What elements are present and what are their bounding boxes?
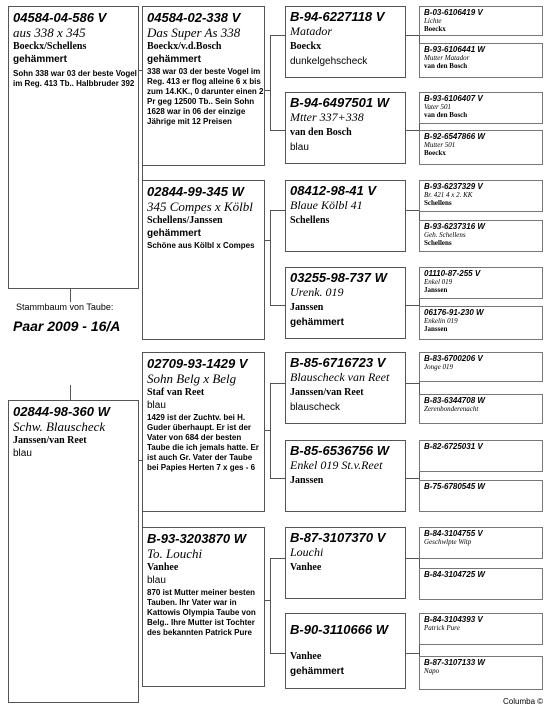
g4-ring: 06176-91-230 W [424, 308, 484, 317]
connector [405, 653, 419, 654]
g4-ring: B-92-6547866 W [424, 132, 485, 141]
connector [405, 35, 419, 36]
dam-name: Schw. Blauscheck [13, 419, 106, 434]
g4-box-9[interactable] [419, 352, 543, 382]
g4-owner: Janssen [424, 325, 448, 333]
dd-box[interactable] [142, 527, 265, 687]
g3-name: Urenk. 019 [290, 285, 344, 299]
dd-ring: B-93-3203870 W [147, 531, 246, 546]
connector [270, 305, 286, 306]
g4-ring: B-93-6106407 V [424, 94, 483, 103]
g3-box-4[interactable] [285, 267, 406, 339]
connector [270, 210, 286, 211]
sd-owner: Schellens/Janssen [147, 215, 223, 226]
g4-box-8[interactable] [419, 306, 543, 340]
g3-ring: B-90-3110666 W [290, 622, 389, 637]
connector [270, 558, 286, 559]
copyright-text: Columba © [503, 697, 544, 706]
g3-ring: B-94-6497501 W [290, 95, 389, 110]
dd-name: To. Louchi [147, 546, 203, 561]
connector [405, 305, 419, 306]
g3-owner: Vanhee [290, 651, 322, 662]
g3-name: Mtter 337+338 [290, 110, 364, 124]
g4-owner: Boeckx [424, 149, 446, 157]
g3-ring: B-85-6536756 W [290, 443, 389, 458]
g4-ring: B-83-6700206 V [424, 354, 483, 363]
g4-box-1[interactable] [419, 6, 543, 36]
connector [270, 383, 271, 478]
g3-box-7[interactable] [285, 527, 406, 599]
g4-owner: Schellens [424, 239, 452, 247]
sd-name: 345 Compes x Kölbl [147, 199, 253, 214]
g3-ring: B-87-3107370 V [290, 530, 386, 545]
g4-name: Enkel 019 [424, 278, 453, 286]
g3-owner: Janssen [290, 475, 324, 486]
ds-owner: Staf van Reet [147, 387, 205, 398]
g3-owner: Vanhee [290, 562, 322, 573]
connector [405, 210, 419, 211]
dd-note: 870 ist Mutter meiner besten Tauben. Ihr Vater war in Kattowis Olympia Taube von Belg.. Ihre Mutter ist Tochter des bekannten Patrick Pure [147, 588, 256, 637]
g4-name: Zerenbonderenacht [424, 405, 479, 413]
g4-box-4[interactable] [419, 130, 543, 165]
g4-ring: B-84-3104393 V [424, 615, 483, 624]
g3-owner: Janssen/van Reet [290, 387, 364, 398]
g4-ring: B-82-6725031 V [424, 442, 483, 451]
connector [270, 35, 271, 130]
g3-ring: 08412-98-41 V [290, 183, 377, 198]
sire-name: aus 338 x 345 [13, 25, 86, 40]
connector [270, 558, 271, 653]
g4-ring: B-84-3104725 W [424, 570, 485, 579]
ds-ring: 02709-93-1429 V [147, 356, 248, 371]
g4-owner: Boeckx [424, 25, 446, 33]
g3-owner: Boeckx [290, 41, 322, 52]
ss-note: 338 war 03 der beste Vogel im Reg. 413 er flog alleine 6 x bis zum 14.KK., 0 darunter einen 2 Pr geg 12500 Tb.. Sein Sohn 1628 war in 06 der einzige Jährige mit 12 Preisen [147, 67, 264, 126]
g3-owner: Schellens [290, 215, 330, 226]
ss-color: gehämmert [147, 54, 201, 65]
g4-box-3[interactable] [419, 92, 543, 124]
g4-name: Mutter Matador [424, 54, 470, 62]
g3-owner: van den Bosch [290, 127, 352, 138]
g3-color: gehämmert [290, 666, 344, 677]
g4-name: Enkelin 019 [424, 317, 458, 325]
g4-owner: Schellens [424, 199, 452, 207]
g4-box-5[interactable] [419, 180, 543, 212]
ds-color: blau [147, 400, 166, 411]
g4-box-7[interactable] [419, 267, 543, 299]
ss-owner: Boeckx/v.d.Bosch [147, 41, 222, 52]
g4-ring: B-75-6780545 W [424, 482, 485, 491]
g4-owner: van den Bosch [424, 62, 468, 70]
g4-name: Jonge 019 [424, 363, 453, 371]
connector [405, 478, 419, 479]
g3-ring: B-94-6227118 V [290, 9, 385, 24]
g4-name: Mutter 501 [424, 141, 456, 149]
dam-box[interactable] [8, 400, 139, 703]
g3-color: dunkelgehscheck [290, 56, 368, 67]
g4-box-12[interactable] [419, 480, 543, 512]
g3-box-3[interactable] [285, 180, 406, 252]
connector [270, 653, 286, 654]
ds-name: Sohn Belg x Belg [147, 371, 237, 386]
g3-box-5[interactable] [285, 352, 406, 424]
g3-box-2[interactable] [285, 92, 406, 164]
sd-ring: 02844-99-345 W [147, 184, 244, 199]
g4-box-16[interactable] [419, 656, 543, 690]
dam-ring: 02844-98-360 W [13, 404, 110, 419]
connector [70, 385, 71, 400]
g3-name: Blaue Kölbl 41 [290, 198, 363, 212]
ss-name: Das Super As 338 [147, 25, 241, 40]
g4-name: Br. 421 4 x 2. KK [424, 191, 473, 199]
g4-box-15[interactable] [419, 613, 543, 645]
g3-box-8[interactable] [285, 613, 406, 689]
g4-name: Lichte [424, 17, 442, 25]
g3-color: gehämmert [290, 317, 344, 328]
g4-box-2[interactable] [419, 43, 543, 78]
g4-ring: B-03-6106419 V [424, 8, 483, 17]
g4-box-10[interactable] [419, 394, 543, 424]
g4-ring: B-83-6344708 W [424, 396, 485, 405]
g3-color: blau [290, 142, 309, 153]
g3-name: Louchi [290, 545, 324, 559]
g4-box-6[interactable] [419, 220, 543, 252]
connector [405, 558, 419, 559]
sire-ring: 04584-04-586 V [13, 10, 107, 25]
g4-ring: B-87-3107133 W [424, 658, 485, 667]
g4-name: Patrick Pure [424, 624, 460, 632]
connector [405, 130, 419, 131]
stammbaum-label: Stammbaum von Taube: [16, 302, 114, 312]
g4-ring: 01110-87-255 V [424, 269, 481, 278]
ds-note: 1429 ist der Zuchtv. bei H. Guder überhaupt. Er ist der Vater von 684 der besten Taube die ich jemals hatte. Er ist auch Gr. Vater der Taube bei Papies Herten 7 x ges - 6 [147, 413, 259, 472]
dd-owner: Vanhee [147, 562, 179, 573]
ss-ring: 04584-02-338 V [147, 10, 241, 25]
g3-owner: Janssen [290, 302, 324, 313]
g4-box-11[interactable] [419, 440, 543, 472]
sd-color: gehämmert [147, 228, 201, 239]
g4-box-13[interactable] [419, 527, 543, 559]
g4-name: Napo [424, 667, 440, 675]
g4-name: Geschwlpte Witp [424, 538, 472, 546]
g3-box-1[interactable] [285, 6, 406, 78]
connector [270, 478, 286, 479]
g3-name: Blauscheck van Reet [290, 370, 390, 384]
g4-box-14[interactable] [419, 568, 543, 600]
sire-note: Sohn 338 war 03 der beste Vogel im Reg. 413 Tb.. Halbbruder 392 [13, 69, 137, 88]
connector [270, 383, 286, 384]
sire-box[interactable] [8, 6, 139, 289]
g4-name: Geb. Schellens [424, 231, 466, 239]
g3-box-6[interactable] [285, 440, 406, 512]
dd-color: blau [147, 575, 166, 586]
sire-color: gehämmert [13, 54, 67, 65]
g3-ring: 03255-98-737 W [290, 270, 387, 285]
g4-ring: B-93-6106441 W [424, 45, 485, 54]
dam-color: blau [13, 448, 32, 459]
paar-title: Paar 2009 - 16/A [13, 318, 121, 334]
ds-box[interactable] [142, 352, 265, 512]
sire-owner: Boeckx/Schellens [13, 41, 87, 52]
g3-name: Enkel 019 St.v.Reet [290, 458, 383, 472]
g4-owner: Janssen [424, 286, 448, 294]
sd-box[interactable] [142, 180, 265, 340]
g4-owner: van den Bosch [424, 111, 468, 119]
g4-ring: B-93-6237329 V [424, 182, 483, 191]
sd-note: Schöne aus Kölbl x Compes [147, 241, 255, 250]
connector [270, 35, 286, 36]
g4-ring: B-84-3104755 V [424, 529, 483, 538]
g4-ring: B-93-6237316 W [424, 222, 485, 231]
g4-name: Vater 501 [424, 103, 452, 111]
connector [270, 210, 271, 305]
g3-name: Matador [290, 24, 332, 38]
ss-box[interactable] [142, 6, 265, 166]
g3-ring: B-85-6716723 V [290, 355, 386, 370]
connector [270, 130, 286, 131]
dam-owner: Janssen/van Reet [13, 435, 87, 446]
g3-color: blauscheck [290, 402, 341, 413]
connector [405, 383, 419, 384]
